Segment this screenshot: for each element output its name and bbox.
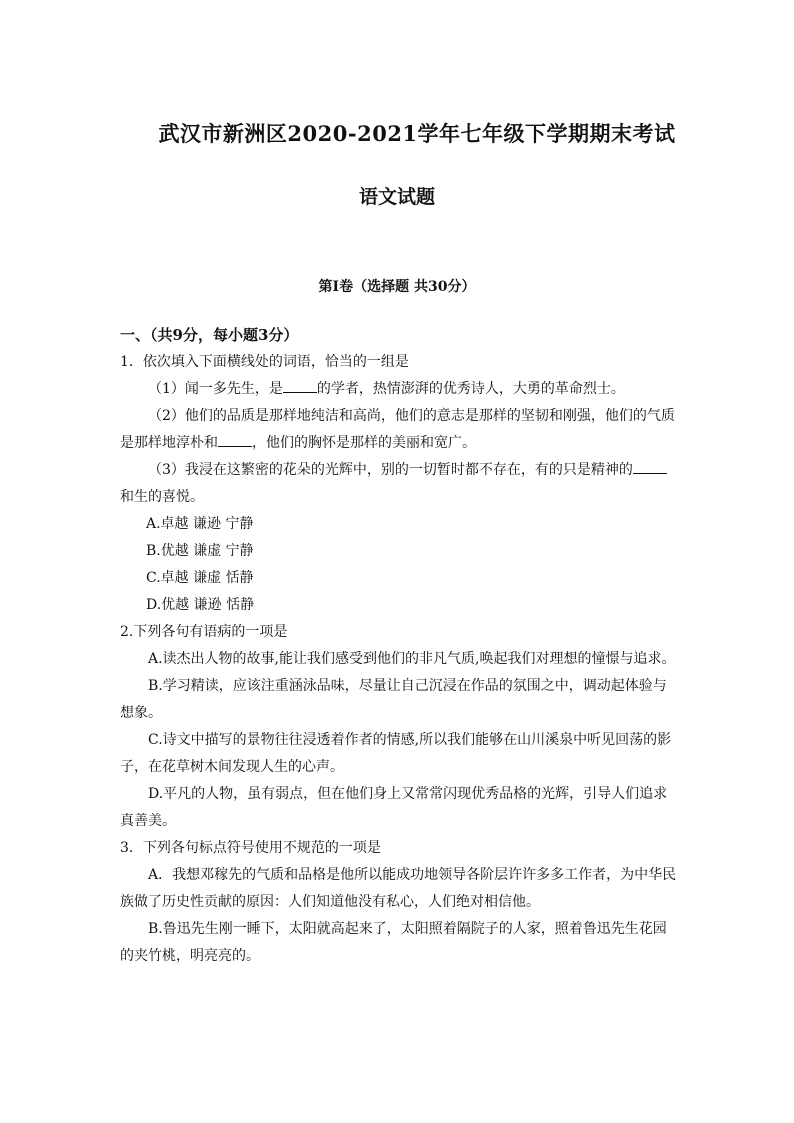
- fill-blank: [218, 432, 252, 447]
- question-2-option-c: C.诗文中描写的景物往往浸透着作者的情感,所以我们能够在山川溪泉中听见回荡的影子，在花草树木间发现人生的心声。: [120, 732, 672, 775]
- volume-heading: 第Ⅰ卷（选择题 共30分）: [318, 279, 476, 295]
- question-1-option-c: C.卓越 谦虚 恬静: [146, 570, 254, 586]
- question-3-option-a: A．我想邓稼先的气质和品格是他所以能成功地领导各阶层许许多多工作者，为中华民族做了历史性贡献的原因：人们知道他没有私心，人们绝对相信他。: [120, 867, 677, 910]
- exam-subtitle: 语文试题: [358, 186, 435, 208]
- question-1-option-d: D.优越 谦逊 恬静: [146, 597, 255, 613]
- exam-content: [120, 322, 680, 970]
- exam-title: 武汉市新洲区2020-2021学年七年级下学期期末考试: [158, 121, 676, 146]
- question-2-option-b: B.学习精读，应该注重涵泳品味，尽量让自己沉浸在作品的氛围之中，调动起体验与想象。: [120, 678, 667, 721]
- question-2-option-a: A.读杰出人物的故事,能让我们感受到他们的非凡气质,唤起我们对理想的憧憬与追求。: [148, 651, 676, 667]
- question-1-option-b: B.优越 谦虚 宁静: [146, 543, 254, 559]
- sentence-text: （1）闻一多先生，是: [148, 381, 283, 397]
- sentence-text: 的学者，热情澎湃的优秀诗人，大勇的革命烈士。: [316, 381, 625, 397]
- question-1-option-a: A.卓越 谦逊 宁静: [146, 516, 254, 532]
- question-1-sentence-2: [120, 403, 680, 457]
- question-3-stem: 3．下列各句标点符号使用不规范的一项是: [120, 840, 381, 856]
- question-2-option-d: D.平凡的人物，虽有弱点，但在他们身上又常常闪现优秀品格的光辉，引导人们追求真善美。: [120, 786, 668, 829]
- question-1-sentence-3: [120, 457, 680, 511]
- sentence-text: （3）我浸在这繁密的花朵的光辉中，别的一切暂时都不存在，有的只是精神的: [148, 462, 633, 478]
- question-1-sentence-1: [120, 376, 680, 403]
- fill-blank: [633, 459, 667, 474]
- part-heading: 一、（共9分，每小题3分）: [120, 326, 299, 344]
- sentence-text: 和生的喜悦。: [120, 489, 204, 505]
- sentence-text: （2）他们的品质是那样地纯洁和高尚，他们的意志是那样的坚韧和刚强，他们的气质是那样地淳朴和: [120, 408, 675, 451]
- fill-blank: [283, 378, 317, 393]
- sentence-text: ，他们的胸怀是那样的美丽和宽广。: [252, 435, 476, 451]
- question-2-stem: 2.下列各句有语病的一项是: [120, 624, 288, 640]
- question-3-option-b: B.鲁迅先生刚一睡下，太阳就高起来了，太阳照着隔院子的人家，照着鲁迅先生花园的夹竹桃，明亮亮的。: [120, 921, 667, 964]
- question-1-stem: 1．依次填入下面横线处的词语，恰当的一组是: [120, 354, 409, 370]
